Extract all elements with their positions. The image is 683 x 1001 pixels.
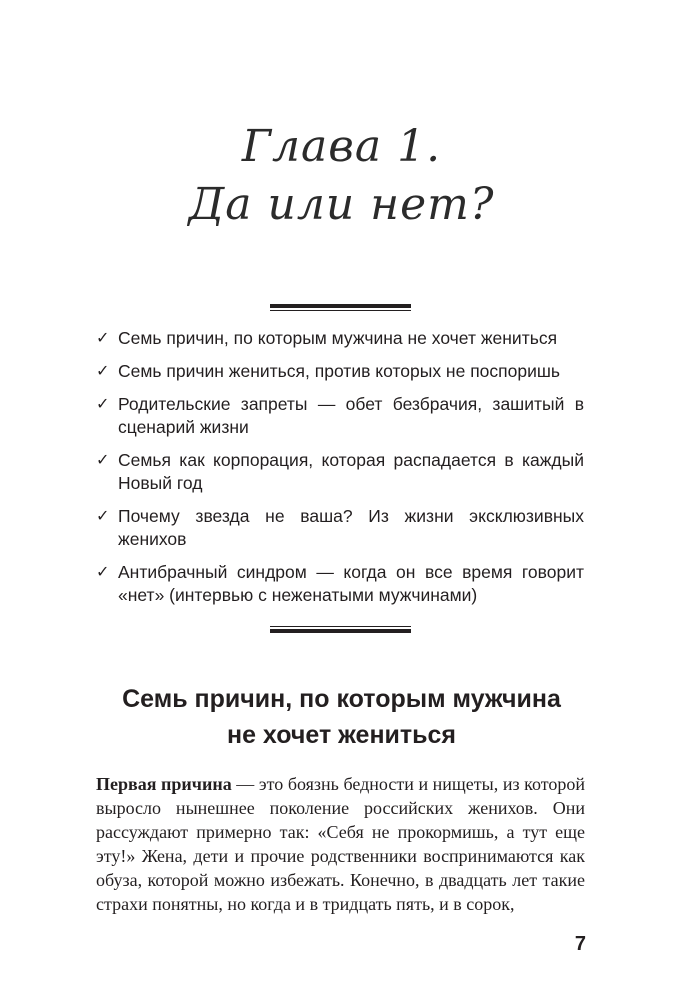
- body-paragraph: [96, 772, 585, 916]
- contents-item: [96, 505, 584, 551]
- paragraph-text: — это боязнь бедности и нищеты, из которой выросло нынешнее поколение российских женихов. Они рассуждают примерно так: «Себя не прокормишь, а тут еще эту!» Жена, дети и прочие родственники воспринимаются как обуза, которой можно избежать. Конечно, в двадцать лет такие страхи понятны, но когда и в тридцать пять, и в сорок,: [96, 774, 586, 914]
- contents-item-text: Семь причин жениться, против которых не поспоришь: [118, 361, 561, 381]
- checkmark-icon: ✓: [96, 363, 110, 380]
- checkmark-icon: ✓: [96, 330, 110, 347]
- contents-item: [96, 449, 584, 495]
- contents-item: [96, 327, 584, 350]
- bottom-divider: [270, 626, 411, 633]
- checkmark-icon: ✓: [96, 396, 110, 413]
- contents-item-text: Антибрачный синдром — когда он все время говорит «нет» (интервью с неженатыми мужчинами): [118, 562, 584, 605]
- contents-item: [96, 360, 584, 383]
- chapter-number: Глава 1.: [241, 121, 442, 172]
- section-heading-line: не хочет жениться: [226, 721, 457, 749]
- checkmark-icon: ✓: [96, 564, 110, 581]
- contents-item-text: Родительские запреты — обет безбрачия, зашитый в сценарий жизни: [118, 394, 584, 437]
- section-heading: [0, 681, 683, 753]
- chapter-contents-list: [96, 327, 584, 617]
- chapter-name: Да или нет?: [188, 179, 495, 230]
- chapter-title: [0, 118, 683, 234]
- contents-item-text: Семья как корпорация, которая распадается в каждый Новый год: [118, 450, 584, 493]
- contents-item-text: Семь причин, по которым мужчина не хочет жениться: [118, 328, 558, 348]
- top-divider: [270, 304, 411, 311]
- checkmark-icon: ✓: [96, 508, 110, 525]
- contents-item: [96, 393, 584, 439]
- section-heading-line: Семь причин, по которым мужчина: [122, 685, 561, 713]
- paragraph-lead: Первая причина: [96, 774, 232, 794]
- page-number: 7: [574, 933, 586, 955]
- contents-item: [96, 561, 584, 607]
- checkmark-icon: ✓: [96, 452, 110, 469]
- contents-item-text: Почему звезда не ваша? Из жизни эксклюзивных женихов: [118, 506, 584, 549]
